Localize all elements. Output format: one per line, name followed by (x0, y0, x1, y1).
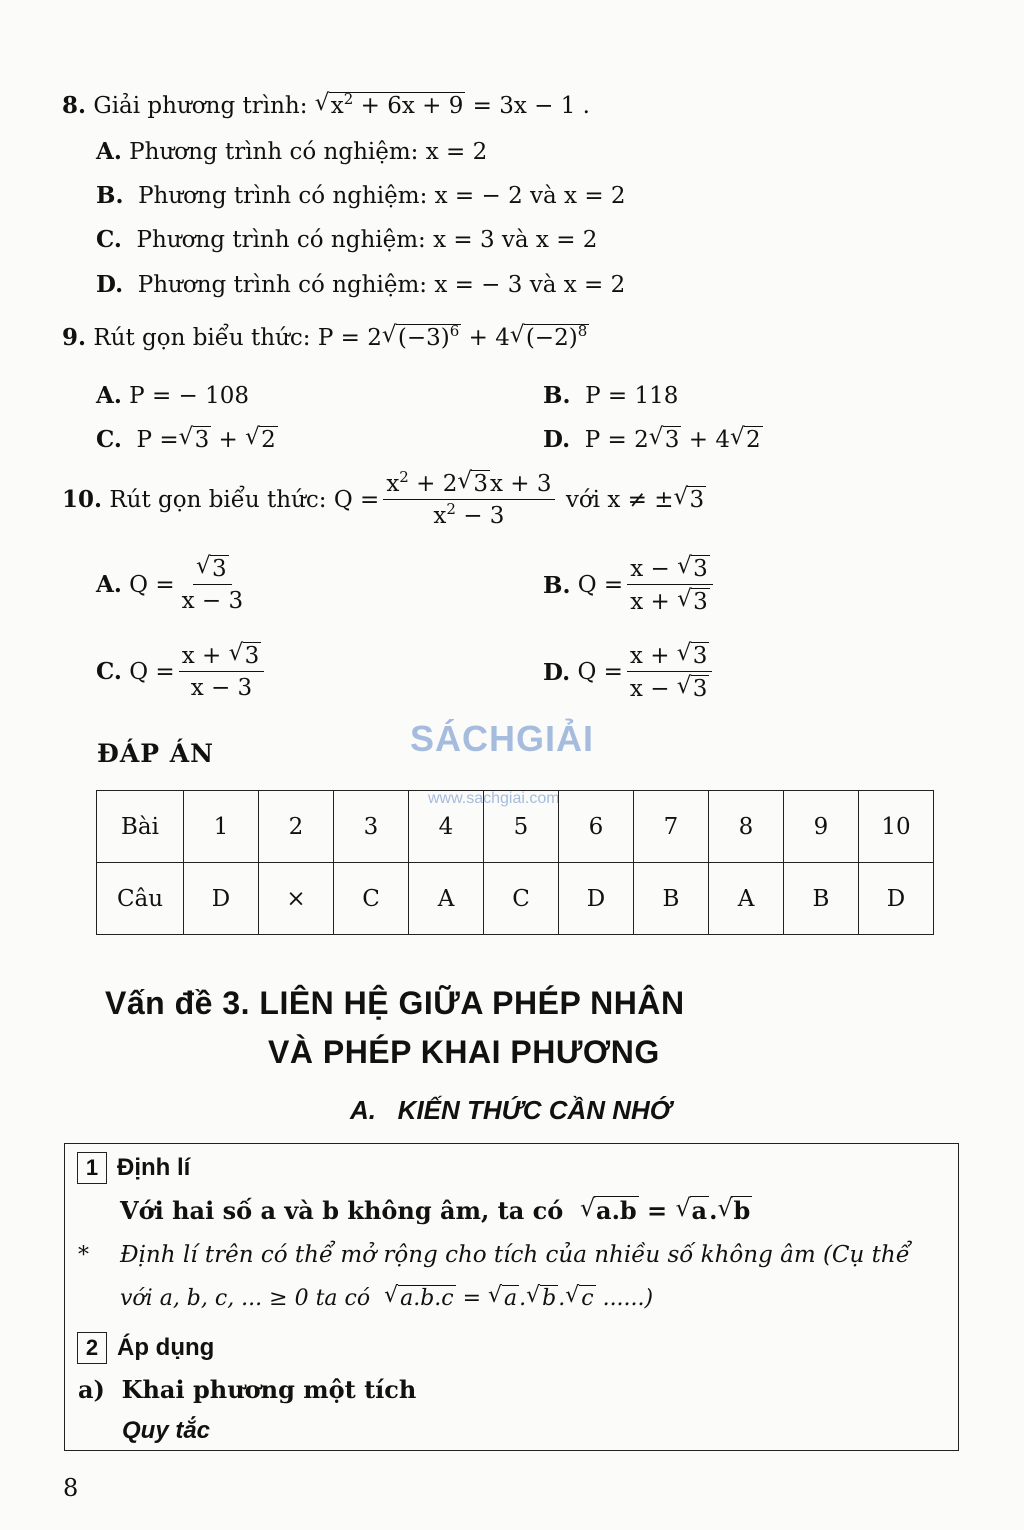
table-cell: 2 (259, 791, 334, 863)
table-cell: 1 (184, 791, 259, 863)
q8-text: Giải phương trình: (93, 93, 308, 119)
table-cell: A (709, 863, 784, 935)
answer-table-row-choices (97, 863, 934, 935)
page-number: 8 (63, 1474, 79, 1502)
table-cell: 3 (334, 791, 409, 863)
q9-option-d: D. P = 2√ 3 + 4√ 2 (543, 426, 763, 453)
note-line2: với a, b, c, ... ≥ 0 ta có √ a.b.c = √ a.√ b.√ c ......) (120, 1285, 653, 1311)
q9-option-a: A. P = − 108 (96, 382, 250, 409)
answer-table-header: Bài (97, 791, 184, 863)
watermark-url: www.sachgiai.com (428, 790, 560, 807)
table-cell: 7 (634, 791, 709, 863)
note-line1: Định lí trên có thể mở rộng cho tích của nhiều số không âm (Cụ thể (120, 1242, 910, 1268)
q9-stem: 9. Rút gọn biểu thức: P = 2√ $(-3)^6 + 4√$ $(-2)^8$ (62, 324, 589, 351)
q10-fraction: $\frac{x^2 + 2√ 3x + 3}{x^2 - 3}$ (383, 470, 554, 529)
table-cell: C (484, 863, 559, 935)
item1-title: Định lí (117, 1154, 191, 1181)
table-cell: 6 (559, 791, 634, 863)
table-cell: 10 (859, 791, 934, 863)
q8-rhs: = 3x − 1 . (465, 93, 590, 119)
q9-number: 9. (62, 324, 87, 351)
q9-option-c: C. P =√ 3 + √ 2 (96, 426, 278, 453)
subsection-a: a) Khai phương một tích (78, 1375, 417, 1404)
q8-number: 8. (62, 92, 87, 119)
q10-number: 10. (62, 486, 103, 514)
answers-heading: ĐÁP ÁN (97, 739, 214, 768)
q10-option-a: A. Q = √ $\frac{3}{x - 3}$ (96, 555, 250, 614)
section-title-line1: Vấn đề 3. LIÊN HỆ GIỮA PHÉP NHÂN (105, 985, 685, 1021)
table-cell: B (634, 863, 709, 935)
watermark (410, 718, 595, 807)
item1-heading (77, 1152, 190, 1184)
q8-option-d: D. Phương trình có nghiệm: x = − 3 và x = 2 (96, 271, 626, 298)
q8-option-b: B. Phương trình có nghiệm: x = − 2 và x = 2 (96, 182, 626, 209)
q10-option-d: D. Q = $\frac{x + √ 3}{x - √ 3}$ (543, 642, 716, 703)
answer-table-row-problems (97, 791, 934, 863)
item2-number: 2 (77, 1332, 107, 1364)
section-subtitle: A. KIẾN THỨC CẦN NHỚ (350, 1095, 672, 1125)
q8-stem (62, 92, 590, 119)
watermark-brand: SÁCHGIẢI (410, 718, 595, 759)
table-cell: B (784, 863, 859, 935)
section-title-line2: VÀ PHÉP KHAI PHƯƠNG (268, 1034, 660, 1070)
table-cell: 9 (784, 791, 859, 863)
table-cell: 8 (709, 791, 784, 863)
note-star: * (78, 1243, 89, 1268)
item2-heading (77, 1332, 214, 1364)
table-cell: 4 (409, 791, 484, 863)
q9-text: Rút gọn biểu thức: P = (93, 325, 360, 351)
answer-table-header: Câu (97, 863, 184, 935)
table-cell: D (184, 863, 259, 935)
table-cell: C (334, 863, 409, 935)
q10-stem: 10. Rút gọn biểu thức: Q = $\frac{x^2 + 2√ 3x + 3}{x^2 - 3}$ với x ≠ ± √ 3 (62, 470, 706, 529)
table-cell: A (409, 863, 484, 935)
q10-text: Rút gọn biểu thức: Q = (109, 486, 380, 513)
q10-option-b: B. Q = $\frac{x - √ 3}{x + √ 3}$ (543, 555, 717, 616)
table-cell: × (259, 863, 334, 935)
q8-option-a: A. Phương trình có nghiệm: x = 2 (96, 138, 488, 165)
item2-title: Áp dụng (117, 1334, 215, 1361)
q8-option-c: C. Phương trình có nghiệm: x = 3 và x = 2 (96, 226, 598, 253)
table-cell: D (859, 863, 934, 935)
table-cell: D (559, 863, 634, 935)
q10-option-c: C. Q = $\frac{x + √ 3}{x - 3}$ (96, 642, 268, 701)
item1-number: 1 (77, 1152, 107, 1184)
table-cell: 5 (484, 791, 559, 863)
answer-table (96, 790, 934, 935)
theorem-statement: Với hai số a và b không âm, ta có √ a.b = √ a.√ b (120, 1196, 752, 1225)
q8-radical: √ $x^2 + 6x + 9$ (315, 92, 466, 119)
q9-option-b: B. P = 118 (543, 382, 679, 409)
rule-label: Quy tắc (122, 1417, 211, 1444)
